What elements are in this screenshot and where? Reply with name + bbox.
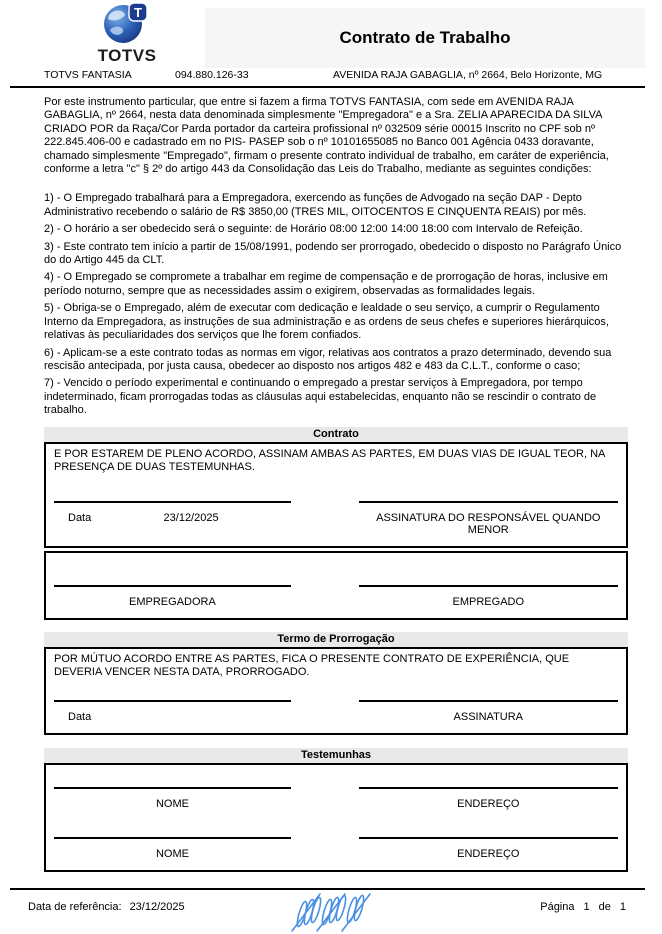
page-total: 1 bbox=[619, 901, 626, 913]
header-divider bbox=[10, 86, 645, 88]
report-title-box bbox=[205, 8, 645, 68]
document-body bbox=[44, 96, 628, 872]
intro-paragraph: Por este instrumento particular, que entre si fazem a firma TOTVS FANTASIA, com sede em AVENIDA RAJA GABAGLIA, nº 2664, nesta data denominada simplesmente "Empregadora" e a Sra. ZELIA APARECIDA DA SILVA CRIADO POR da Raça/Cor Parda portador da carteira profissional nº 032509 série 00015 Inscrito no CPF sob nº 222.845.406-00 e cadastrado em no PIS- PASEP sob o nº 10101655085 no Banco 001 Agência 0433 doravante, chamado simplesmente "Empregado", firmam o presente contrato individual de trabalho, em caráter de experiência, conforme a letra "c" § 2º do artigo 443 da Consolidação das Leis do Trabalho, mediante as seguintes condições: bbox=[44, 96, 609, 176]
minor-signature-label: ASSINATURA DO RESPONSÁVEL QUANDO MENOR bbox=[376, 511, 601, 536]
clause-6: 6) - Aplicam-se a este contrato todas as normas em vigor, relativas aos contratos a prazo determinado, devendo sua rescisão antecipada, por justa causa, obedecer ao disposto nos artigos 482 e 483 da C.L.T., conforme o caso; bbox=[44, 346, 612, 372]
witness1-address-column bbox=[359, 787, 618, 810]
witness1-name-column bbox=[54, 787, 291, 810]
clause-1: 1) - O Empregado trabalhará para a Empregadora, exercendo as funções de Advogado na seção DAP - Depto Administrativo recebendo o salário de R$ 3850,00 (TRES MIL, OITOCENTOS E CINQUENTA REAIS) por mês. bbox=[44, 192, 587, 218]
witness2-name-line bbox=[54, 837, 291, 839]
clause-5: 5) - Obriga-se o Empregado, além de executar com dedicação e lealdade o seu serviço, a cumprir o Regulamento Interno da Empregadora, as instruções de sua administração e as ordens de seus chefes e superiores hierárquicos, relativas às peculiaridades dos serviços que lhe forem confiados. bbox=[44, 302, 609, 342]
witness1-name-label: NOME bbox=[155, 797, 189, 810]
company-name: TOTVS FANTASIA bbox=[44, 69, 132, 81]
employee-signature-line bbox=[359, 585, 618, 587]
page-of-label: de bbox=[598, 901, 611, 913]
witness-row-1 bbox=[54, 769, 618, 810]
company-info-row bbox=[44, 69, 645, 81]
date-value: 23/12/2025 bbox=[163, 511, 219, 524]
extension-section bbox=[44, 632, 628, 735]
footer-pagination bbox=[540, 901, 626, 913]
witness2-name-column bbox=[54, 837, 291, 860]
extension-date-column bbox=[54, 700, 291, 723]
date-labels bbox=[54, 512, 291, 524]
witness2-address-line bbox=[359, 837, 618, 839]
employer-column bbox=[54, 585, 291, 608]
minor-signature-line bbox=[359, 501, 618, 503]
clause-7: 7) - Vencido o período experimental e continuando o empregado a prestar serviços à Empregadora, por tempo indeterminado, ficam prorrogadas todas as cláusulas aqui estabelecidas, enquanto não se rescindir o contrato de trabalho. bbox=[44, 377, 597, 417]
witness1-address-line bbox=[359, 787, 618, 789]
witness1-address-label: ENDEREÇO bbox=[457, 797, 520, 810]
contract-box bbox=[44, 442, 628, 548]
extension-date-line bbox=[54, 700, 291, 702]
employer-label: EMPREGADORA bbox=[129, 595, 216, 608]
totvs-logo bbox=[88, 2, 166, 66]
extension-signature-row bbox=[54, 700, 618, 723]
reference-date-value: 23/12/2025 bbox=[129, 901, 185, 913]
extension-statement: POR MÚTUO ACORDO ENTRE AS PARTES, FICA O PRESENTE CONTRATO DE EXPERIÊNCIA, QUE DEVERIA VENCER NESTA DATA, PRORROGADO. bbox=[54, 652, 570, 679]
extension-date-labels bbox=[54, 711, 291, 723]
totvs-logo-text: TOTVS bbox=[97, 46, 157, 65]
page-label: Página bbox=[540, 901, 575, 913]
reference-date-label: Data de referência: bbox=[28, 901, 122, 913]
witness2-address-column bbox=[359, 837, 618, 860]
witness2-name-label: NOME bbox=[155, 847, 189, 860]
employee-label: EMPREGADO bbox=[452, 595, 525, 608]
witness1-name-line bbox=[54, 787, 291, 789]
employee-column bbox=[359, 585, 618, 608]
extension-section-header: Termo de Prorrogação bbox=[44, 632, 628, 647]
clauses-list bbox=[44, 192, 628, 417]
witness2-address-label: ENDEREÇO bbox=[457, 847, 520, 860]
contract-statement: E POR ESTAREM DE PLENO ACORDO, ASSINAM AMBAS AS PARTES, EM DUAS VIAS DE IGUAL TEOR, NA PRESENÇA DE DUAS TESTEMUNHAS. bbox=[54, 447, 605, 474]
date-label: Data bbox=[68, 511, 92, 524]
svg-text:T: T bbox=[134, 5, 142, 20]
date-signature-line bbox=[54, 501, 291, 503]
extension-date-label: Data bbox=[68, 710, 92, 723]
parties-signature-box bbox=[44, 551, 628, 620]
extension-signature-label: ASSINATURA bbox=[453, 710, 524, 723]
report-title: Contrato de Trabalho bbox=[339, 28, 511, 47]
contract-section-header: Contrato bbox=[44, 427, 628, 442]
employer-signature-line bbox=[54, 585, 291, 587]
witnesses-section bbox=[44, 748, 628, 872]
witness-row-2 bbox=[54, 837, 618, 860]
page-number: 1 bbox=[583, 901, 590, 913]
contract-section bbox=[44, 427, 628, 620]
contract-date-column bbox=[54, 501, 291, 524]
parties-signature-row bbox=[54, 585, 618, 608]
clause-3: 3) - Este contrato tem início a partir de 15/08/1991, podendo ser prorrogado, obedecido o disposto no Parágrafo Único do do Artigo 445 da CLT. bbox=[44, 240, 622, 267]
contract-signature-row bbox=[54, 501, 618, 536]
witnesses-section-header: Testemunhas bbox=[44, 748, 628, 763]
totvs-watermark-icon bbox=[286, 889, 378, 934]
clause-2: 2) - O horário a ser obedecido será o seguinte: de Horário 08:00 12:00 14:00 18:00 com Intervalo de Refeição. bbox=[44, 223, 583, 236]
company-address: AVENIDA RAJA GABAGLIA, nº 2664, Belo Horizonte, MG bbox=[333, 69, 603, 81]
witnesses-box bbox=[44, 763, 628, 872]
extension-signature-column bbox=[359, 700, 618, 723]
company-id: 094.880.126-33 bbox=[175, 69, 249, 81]
extension-box bbox=[44, 647, 628, 735]
clause-4: 4) - O Empregado se compromete a trabalhar em regime de compensação e de prorrogação de horas, inclusive em período noturno, sempre que as necessidades assim o exigirem, observadas as formalidades legais. bbox=[44, 271, 608, 297]
extension-signature-line bbox=[359, 700, 618, 702]
minor-signature-column bbox=[359, 501, 618, 536]
footer-reference bbox=[28, 901, 185, 913]
